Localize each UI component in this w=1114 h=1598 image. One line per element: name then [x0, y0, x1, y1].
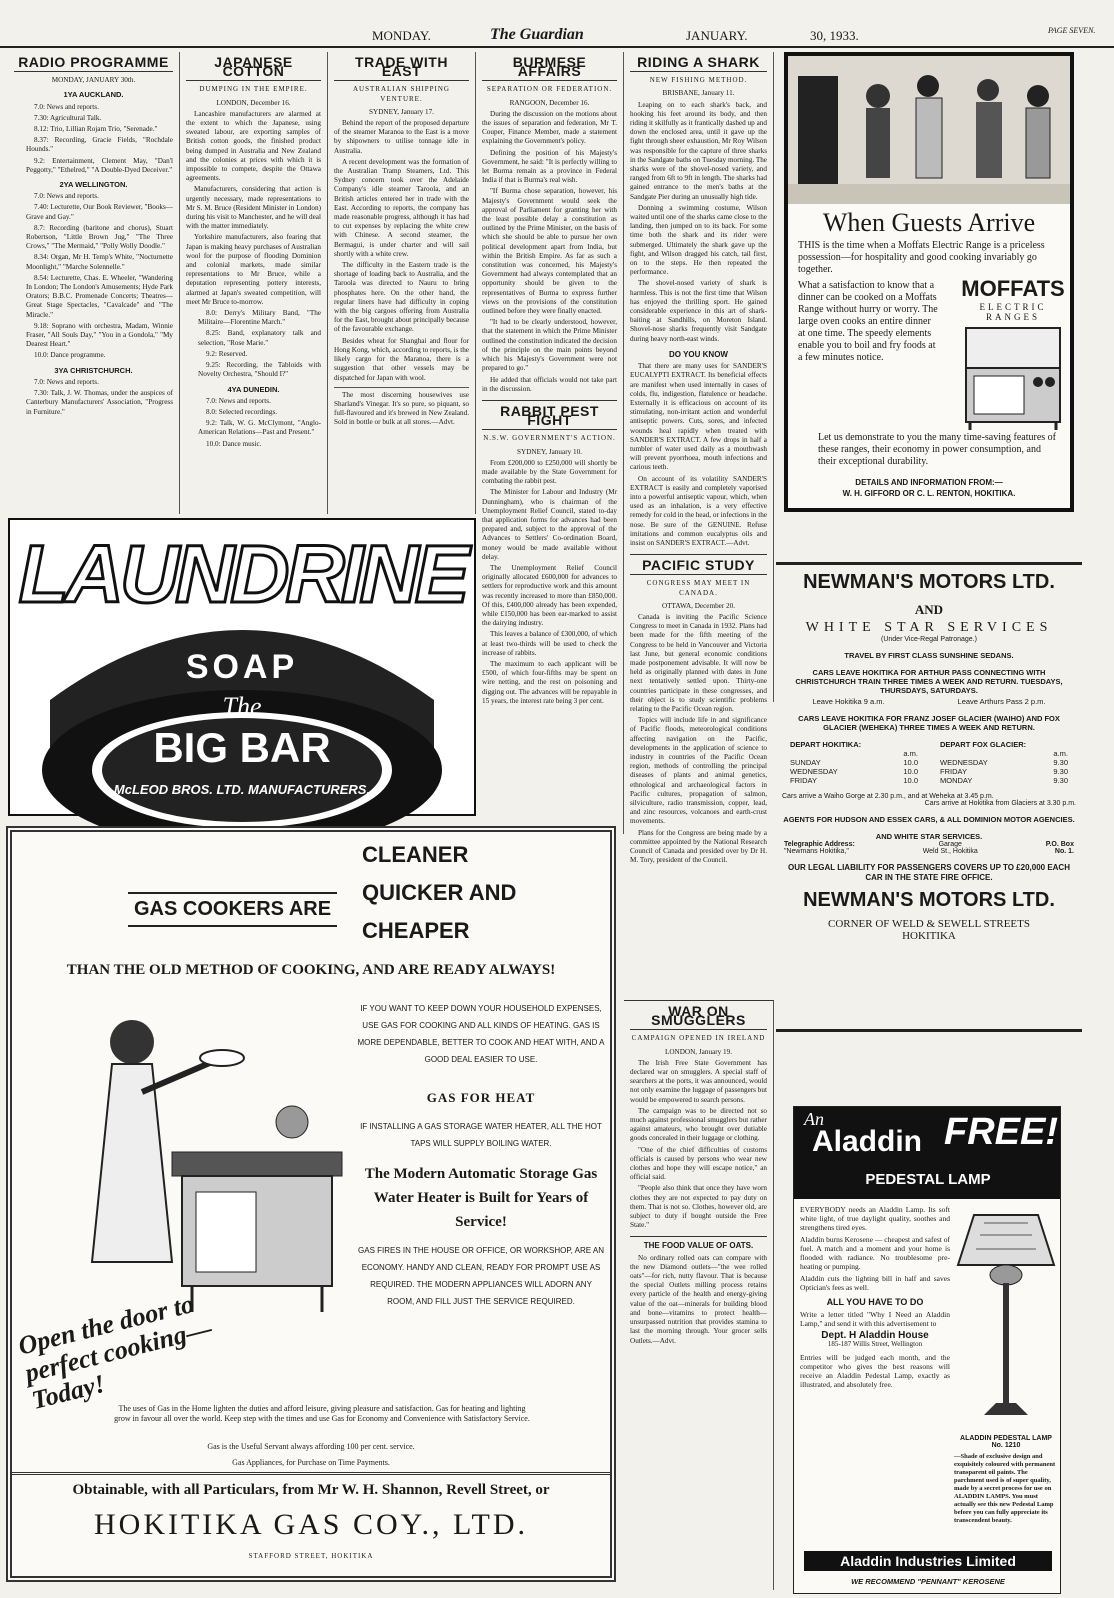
- rabbit-para: The maximum to each applicant will be £500, of which four-fifths may be spent on wire netting, and the rest on poisoning and digging out. The advances will be repayable in 15 years, the interest rate being 3 per cent.: [482, 659, 617, 705]
- newmans-title-2: NEWMAN'S MOTORS LTD.: [803, 889, 1055, 911]
- rabbit-heading: RABBIT PEST FIGHT: [482, 400, 617, 430]
- radio-item: 9.25: Recording, the Tabloids with Novelty Orchestra, "Should I?": [198, 361, 321, 379]
- town-line: HOKITIKA: [902, 930, 956, 942]
- po-number: No. 1.: [1054, 848, 1074, 855]
- agents-line: AGENTS FOR HUDSON AND ESSEX CARS, & ALL DOMINION MOTOR AGENCIES.: [783, 815, 1075, 824]
- electric-range-illustration: [960, 322, 1066, 432]
- smugglers-heading: WAR ON SMUGGLERS: [630, 1001, 767, 1030]
- newmans-title: NEWMAN'S MOTORS LTD.: [803, 571, 1055, 593]
- schedule-row: FRIDAY 9.30: [940, 767, 1068, 776]
- radio-item: 9.2: Talk, W. G. McClymont, "Anglo-American Relations—Past and Present.": [198, 419, 321, 437]
- burmese-para: "If Burma chose separation, however, his Majesty's Government would seek the approval of Parliament for granting her with the least possible delay a constitution as outlined by the Prime Minister, on the basis of which she should be able to pursue her own political development apart from India, but within the British Empire. As far as such a constitution was concerned, his Majesty's Government had always contemplated that an opportunity should be given to the representatives of Burma to express further views on the provisions of the constitution outlined before they were finally enacted.: [482, 187, 617, 316]
- radio-item: 7.30: Talk, J. W. Thomas, under the auspices of Canterbury Manufacturers' Association, "Progress in Furniture.": [26, 389, 173, 416]
- masthead: [0, 24, 1114, 48]
- radio-item: 8.0: Derry's Military Band, "The Militaire—Florentine March.": [198, 309, 321, 327]
- masthead-page: PAGE SEVEN.: [1048, 26, 1096, 35]
- radio-item: 7.0: News and reports.: [206, 396, 271, 405]
- leave-arthurs: Leave Arthurs Pass 2 p.m.: [957, 697, 1046, 706]
- smugglers-para: The campaign was to be directed not so much against professional smugglers but rather against amateurs, who brought over dutiable goods concealed in their luggage or clothing.: [630, 1106, 767, 1143]
- shark-column: [624, 52, 774, 865]
- schedule-row: WEDNESDAY 9.30: [940, 758, 1068, 767]
- cars-glaciers: CARS LEAVE HOKITIKA FOR FRANZ JOSEF GLACIER (WAIHO) AND FOX GLACIER (WEHEKA) THREE TIMES A WEEK AND RETURN.: [798, 714, 1060, 732]
- smugglers-column: [624, 1000, 774, 1590]
- gas-para2: IF INSTALLING A GAS STORAGE WATER HEATER, ALL THE HOT TAPS WILL SUPPLY BOILING WATER.: [360, 1122, 602, 1148]
- moffats-intro: THIS is the time when a Moffats Electric Range is a priceless possession—for hospitality and good cooking invariably go together.: [798, 240, 1045, 275]
- aladdin-banner: [794, 1107, 1060, 1199]
- radio-items-1: [14, 103, 173, 175]
- schedule-row: FRIDAY 10.0: [790, 776, 918, 785]
- gas-street: STAFFORD STREET, HOKITIKA: [248, 1552, 374, 1560]
- schedule-row: MONDAY 9.30: [940, 776, 1068, 785]
- radio-item: 9.2: Reserved.: [206, 349, 248, 358]
- arrive-line-2: Cars arrive at Hokitika from Glaciers at 3.30 p.m.: [924, 800, 1076, 807]
- pacific-heading: PACIFIC STUDY: [630, 554, 767, 575]
- radio-item: 8.34: Organ, Mr H. Temp's White, "Nocturnette Moonlight," "Marche Solennelle.": [26, 253, 173, 271]
- know-para: On account of its volatility SANDER'S EXTRACT is easily and completely vaporised into a powerful antiseptic vapour, which, when used as an inhalation, is a very effective remedy for cold in the head, or infections in the nose. Be sure of the GENUINE. Refuse imitations and common eucalyptus oils and insist on SANDER'S EXTRACT.—Advt.: [630, 474, 767, 547]
- laundrine-brand: LAUNDRINE: [18, 529, 466, 620]
- cars-arthur-pass: CARS LEAVE HOKITIKA FOR ARTHUR PASS CONNECTING WITH CHRISTCHURCH TRAIN THREE TIMES A WEEK AND RETURN. TUESDAYS, THURSDAYS, SATURDAYS.: [795, 668, 1063, 695]
- am-label: a.m.: [1053, 749, 1068, 758]
- moffats-details: DETAILS AND INFORMATION FROM:—: [855, 478, 1003, 487]
- oats-para: No ordinary rolled oats can compare with the new Diamond outlets—"the wee rolled oats"—for rich, nutty flavour. That is because the special Outlets milling process retains every particle of the health and energy-giving value of the oat—minerals for building blood and bone—vitamins to protect health—unsurpassed nutrition that provides stamina to last the morning through. Your grocer sells Outlets.—Advt.: [630, 1253, 767, 1345]
- burmese-para: During the discussion on the motions about the issues of separation and federation, Mr T. Couper, Finance Member, made a statement explaining the Government's policy.: [482, 109, 617, 146]
- laundrine-the: The: [222, 692, 262, 721]
- rabbit-para: From £200,000 to £250,000 will shortly be made available by the State Government for combating the rabbit pest.: [482, 458, 617, 486]
- radio-item: 7.0: News and reports.: [34, 102, 99, 111]
- trade-para: A recent development was the formation of the Australian Tramp Steamers, Ltd. This Sydney concern took over the Adelaide Company's idle steamer Taroola, and an British articles entered her in trade with the East. According to reports, the company has made reasonable progress, although it has had to cut expenses by replacing the white crew with Chinese. A second steamer, the Bermagui, is under charter and will sail shortly with a white crew.: [334, 157, 469, 258]
- radio-item: 8.54: Lecturette, Chas. E. Wheeler, "Wandering In London; The London's Amusements; Hyde Park Orators; B.B.C. Promenade Concerts; Theatres—Great Stage Spectacles, "Cavalcade" and "The Miracle.": [26, 273, 173, 319]
- aladdin-an: An: [804, 1109, 824, 1129]
- radio-item: 9.18: Soprano with orchestra, Madam, Winnie Fraser, "All Souls Day," "You in a Gondola," "My Dearest Heart.": [26, 321, 173, 349]
- pedestal-lamp-illustration: [954, 1205, 1058, 1431]
- masthead-day: MONDAY.: [372, 28, 431, 43]
- radio-items-2: [14, 192, 173, 360]
- travel-line: TRAVEL BY FIRST CLASS SUNSHINE SEDANS.: [844, 651, 1014, 660]
- aladdin-para4: Write a letter titled "Why I Need an Aladdin Lamp," and send it with this advertisement to: [800, 1310, 950, 1328]
- cotton-column: [180, 52, 328, 514]
- trade-para: Besides wheat for Shanghai and flour for Hong Kong, which, according to reports, is the likely cargo for the Maranoa, there is a suggestion that other vessels may be dispatched for Japan with wool.: [334, 336, 469, 382]
- moffats-ranges: RANGES: [985, 312, 1040, 322]
- rabbit-sub: N.S.W. GOVERNMENT'S ACTION.: [483, 434, 616, 443]
- station-2ya: 2YA WELLINGTON.: [59, 180, 128, 190]
- depart-hokitika-table: [790, 740, 918, 785]
- doorway-graphic: [798, 76, 838, 186]
- cotton-para: Manufacturers, considering that action is urgently necessary, made representations to Mr S. M. Bruce (Resident Minister in London) during his visit to Manchester, and he will deal with the matter immediately.: [186, 185, 321, 231]
- aladdin-lamp-title: PEDESTAL LAMP: [865, 1171, 991, 1188]
- pacific-para: Canada is inviting the Pacific Science Congress to meet in Canada in 1932. Plans had been made for the fifth meeting of the Congress to be held in Vancouver and Victoria last June, but general economic conditions made postponement advisable. It will now be held as originally planned with dates in June next tentatively settled upon. Thirty-one countries participate in these congresses, and their object is to study scientific problems relating to the Pacific Ocean region.: [630, 612, 767, 713]
- masthead-month: JANUARY.: [686, 28, 748, 43]
- burmese-dateline: RANGOON, December 16.: [509, 98, 590, 107]
- schedule-row: SUNDAY 10.0: [790, 758, 918, 767]
- tel-value: "Newmans Hokitika,": [784, 848, 849, 855]
- gas-uses: The uses of Gas in the Home lighten the duties and afford leisure, giving pleasure and satisfaction. Gas for heating and lighting grow in favour all over the world. Keep step with the times and use Gas for Economy and Convenience with Satisfactory Service.: [114, 1404, 530, 1423]
- burmese-heading: BURMESE AFFAIRS: [482, 52, 617, 81]
- leave-hokitika: Leave Hokitika 9 a.m.: [812, 697, 885, 706]
- radio-item: 10.0: Dance music.: [206, 439, 262, 448]
- gas-obtainable: Obtainable, with all Particulars, from Mr W. H. Shannon, Revell Street, or: [72, 1482, 550, 1498]
- pacific-para: Topics will include life in and significance of Pacific floods, meteorological conditions affecting navigation on the Pacific, developments in the application of science to industry in countries of the Pacific Ocean region, methods of controlling the principal diseases of plants and animal genetics, ethnological and archaeological factors in Pacific cultures, propagation of salmon, silviculture, radio transmission, copper, lead, and zinc resources, volcanoes and earth-crust movements.: [630, 716, 767, 826]
- aladdin-para1: EVERYBODY needs an Aladdin Lamp. Its soft white light, of true daylight quality, soothes and strengthens tired eyes.: [800, 1205, 950, 1232]
- moffats-para3: Let us demonstrate to you the many time-saving features of these ranges, their economy in power consumption, and their exceptional durability.: [818, 432, 1056, 467]
- aladdin-name: Aladdin: [812, 1125, 922, 1158]
- gas-company: HOKITIKA GAS COY., LTD.: [93, 1508, 529, 1541]
- trade-para: The difficulty in the Eastern trade is the shortage of loading back to Australia, and the Taroola was directed to Nauru to bring phosphates here. On the other hand, the regular liners have had difficulty in coping with the big cargoes offering from Australia for the East, brought about principally because of the favourable exchange.: [334, 261, 469, 334]
- moffats-electric: ELECTRIC: [979, 302, 1047, 312]
- trade-advert: The most discerning housewives use Sharland's Vinegar. It's so pure, so piquant, so full-flavoured and it's brewed in New Zealand. Sold in bottle or bulk at all stores.—Advt.: [334, 387, 469, 428]
- radio-heading: RADIO PROGRAMME: [14, 52, 173, 72]
- laundrine-bigbar: BIG BAR: [153, 724, 331, 771]
- gas-purchase: Gas Appliances, for Purchase on Time Payments.: [232, 1458, 390, 1467]
- radio-item: 8.0: Selected recordings.: [206, 407, 278, 416]
- gas-modern-heater: The Modern Automatic Storage Gas Water Heater is Built for Years of Service!: [364, 1166, 598, 1230]
- radio-item: 8.12: Trio, Lillian Rojam Trio, "Serenade.": [34, 125, 158, 134]
- moffats-headline: When Guests Arrive: [822, 208, 1036, 237]
- aladdin-dept: Dept. H Aladdin House: [821, 1330, 929, 1341]
- station-4ya: 4YA DUNEDIN.: [227, 384, 280, 394]
- shark-heading: RIDING A SHARK: [630, 52, 767, 72]
- white-star-title: WHITE STAR SERVICES: [805, 620, 1053, 635]
- pacific-sub: CONGRESS MAY MEET IN CANADA.: [646, 579, 751, 597]
- aladdin-para3: Aladdin cuts the lighting bill in half and saves Optician's fees as well.: [800, 1274, 950, 1292]
- pacific-para: Plans for the Congress are being made by a committee appointed by the National Research Council of Canada and presided over by Dr H. M. Tory, president of the Council.: [630, 828, 767, 865]
- rabbit-para: The Minister for Labour and Industry (Mr Dunningham), who is chairman of the Unemployment Relief Council, stated to-day that application forms for advances had been prepared and, subject to the approval of the Advances to Settlers' Co-ordination Board, money would be made available without delay.: [482, 488, 617, 561]
- and-white-star: AND WHITE STAR SERVICES.: [875, 832, 983, 841]
- am-label: a.m.: [903, 749, 918, 758]
- shark-para: Leaping on to each shark's back, and hooking his feet around its body, and then riding it skilfully as it frantically dashed up and down the enclosed area, until it gave up the fight through sheer exhaustion, Mr Roy Wilson was responsible for the capture of three sharks in the Sandgate baths on Tuesday morning. The sharks were of the shovel-nosed variety, and ranged from 6ft to 9ft in length. The sharks had gained entrance to the men's baths at the Sandgate Pier during an unusually high tide.: [630, 100, 767, 201]
- patronage: (Under Vice-Regal Patronage.): [881, 636, 977, 643]
- radio-item: 8.25: Band, explanatory talk and selection, "Rose Marie.": [198, 329, 321, 347]
- radio-item: 7.0: News and reports.: [34, 377, 99, 386]
- weld-address: Weld St., Hokitika: [922, 848, 978, 855]
- radio-item: 7.30: Agricultural Talk.: [34, 113, 102, 122]
- corner-line: CORNER OF WELD & SEWELL STREETS: [828, 918, 1030, 930]
- burmese-sub: SEPARATION OR FEDERATION.: [486, 85, 613, 94]
- aladdin-industries: Aladdin Industries Limited: [804, 1551, 1052, 1571]
- shark-sub: NEW FISHING METHOD.: [649, 76, 748, 85]
- radio-item: 7.0: News and reports.: [34, 192, 99, 201]
- station-1ya: 1YA AUCKLAND.: [63, 90, 124, 100]
- gas-for-heat: GAS FOR HEAT: [426, 1090, 536, 1105]
- shark-para: Donning a swimming costume, Wilson waited until one of the sharks came close to the landing, then jumped on to its back. For some time both the shark and its rider were submerged. Ultimately the shark gave up the fight, and Wilson dragged his catch, tail first, on to the steps. He then repeated the performance.: [630, 203, 767, 277]
- radio-item: 7.40: Lecturette, Our Book Reviewer, "Books—Grave and Gay.": [26, 203, 173, 221]
- shark-para: The shovel-nosed variety of shark is harmless. This is not the first time that Wilson has enjoyed the thrilling sport. He gained considerable experience in this art of shark-baiting at Sandhills, on Moreton Island. Shovel-nose sharks frequently visit Sandgate during heavy north-east winds.: [630, 279, 767, 343]
- gas-para3: GAS FIRES IN THE HOUSE OR OFFICE, OR WORKSHOP, ARE AN ECONOMY. HANDY AND CLEAN, READY FOR PROMPT USE AS REQUIRED. THE MODERN APPLIANCES WILL ADORN ANY ROOM, AND FILL JUST THE SERVICE REQUIRED.: [358, 1246, 604, 1306]
- gas-cleaner: CLEANER: [362, 842, 469, 867]
- radio-item: 8.37: Recording, Gracie Fields, "Rochdale Hounds.": [26, 136, 173, 154]
- lamp-caption: —Shade of exclusive design and exquisitely coloured with permanent transparent oil paints. The parchment used is of super quality, made by a secret process for use on ALADDIN LAMPS. You must actually see this new Pedestal Lamp before you can fully appreciate its transcendent beauty.: [954, 1453, 1056, 1524]
- gas-cookers-are: GAS COOKERS ARE: [128, 892, 337, 927]
- garage-label: Garage: [938, 841, 962, 848]
- aladdin-para5: Entries will be judged each month, and the competitor who gives the best reasons will receive an Aladdin Pedestal Lamp, exactly as illustrated, and absolutely free.: [800, 1353, 950, 1389]
- moffats-brand: MOFFATS: [961, 276, 1065, 301]
- station-3ya: 3YA CHRISTCHURCH.: [54, 365, 133, 375]
- moffats-para2: What a satisfaction to know that a dinner can be cooked on a Moffats Range without hurry or worry. The large oven cooks an entire dinner at one time. The speedy elements enable you to boil and fry foods at a few minutes notice.: [798, 280, 938, 363]
- gas-advert: [6, 826, 616, 1582]
- moffats-advert: [784, 52, 1074, 512]
- laundrine-soap: SOAP: [185, 648, 299, 686]
- cotton-para: Lancashire manufacturers are alarmed at the extent to which the Japanese, using sweated labour, are exporting samples of British cotton goods, the finished product being dumped in Australia and New Zealand and the colonies at prices with which it is impossible to compete, despite the Ottawa agreements.: [186, 109, 321, 183]
- depart-fox-table: [940, 740, 1068, 785]
- burmese-para: Defining the position of his Majesty's Government, he said: "It is perfectly willing to let Burma remain as a province in Federal India if that is Burma's real wish.: [482, 148, 617, 185]
- aladdin-todo: ALL YOU HAVE TO DO: [826, 1297, 924, 1307]
- radio-item: 10.0: Dance programme.: [34, 351, 106, 360]
- depart-hokitika-label: DEPART HOKITIKA:: [790, 740, 862, 749]
- radio-item: 8.7: Recording (baritone and chorus), Stuart Robertson, "Little Brown Jug," "The Three Crows," "The Mermaid," "Polly Wolly Doodle.": [26, 223, 173, 251]
- aladdin-free: FREE!: [944, 1111, 1058, 1153]
- pacific-dateline: OTTAWA, December 20.: [661, 601, 736, 610]
- radio-item: 9.2: Entertainment, Clement May, "Dan'l Peggotty," "Ethelred," "A Double-Dyed Deceiver.": [26, 156, 173, 174]
- rabbit-para: The Unemployment Relief Council originally allocated £600,000 for advances to settlers for reproductive work and this amount was recently increased to more than £850,000. Of this, £400,000 already has been expended, while £150,000 has been ear-marked to assist the dairying industry.: [482, 563, 617, 628]
- aladdin-recommend: WE RECOMMEND "PENNANT" KEROSENE: [851, 1577, 1005, 1586]
- schedule-row: WEDNESDAY 10.0: [790, 767, 918, 776]
- newmans-advert: [776, 562, 1082, 1032]
- cotton-sub: DUMPING IN THE EMPIRE.: [199, 85, 308, 94]
- cotton-dateline: LONDON, December 16.: [216, 98, 291, 107]
- oats-heading: THE FOOD VALUE OF OATS.: [630, 1236, 767, 1250]
- cotton-para: Yorkshire manufacturers, also fearing that Japan is making heavy purchases of Australian wool for the purpose of flooding Dominion and colonial markets, made similar representations to Mr Bruce, while a deputation representing pottery interests, alarmed at Japan's sweated competition, will meet Mr Bruce to-morrow.: [186, 233, 321, 306]
- arrive-line-1: Cars arrive a Waiho Gorge at 2.30 p.m., and at Weheka at 3.45 p.m.: [782, 793, 994, 800]
- moffats-contact: W. H. GIFFORD OR C. L. RENTON, HOKITIKA.: [842, 489, 1016, 498]
- gas-quicker: QUICKER AND: [362, 880, 517, 905]
- dinner-party-illustration: [788, 56, 1070, 204]
- cotton-heading: JAPANESE COTTON: [186, 52, 321, 81]
- aladdin-advert: [793, 1106, 1061, 1594]
- burmese-para: He added that officials would not take part in the discussion.: [482, 375, 617, 393]
- rabbit-dateline: SYDNEY, January 10.: [517, 447, 582, 456]
- burmese-column: [476, 52, 624, 834]
- trade-dateline: SYDNEY, January 17.: [369, 107, 434, 116]
- trade-column: [328, 52, 476, 514]
- open-door-slogan: Open the door to perfect cooking—Today!: [15, 1289, 215, 1415]
- masthead-date: 30, 1933.: [810, 28, 859, 43]
- gas-para1: IF YOU WANT TO KEEP DOWN YOUR HOUSEHOLD EXPENSES, USE GAS FOR COOKING AND ALL KINDS OF HEATING. GAS IS MORE DEPENDABLE, BETTER TO COOK AND HEAT WITH, AND A GOOD DEAL EASIER TO USE.: [357, 1004, 605, 1064]
- smugglers-para: "People also think that once they have worn clothes they are not expected to pay duty on them. That is not so. Clothes, however old, are subject to duty if bought outside the Free State.": [630, 1184, 767, 1230]
- po-box: P.O. Box: [1045, 841, 1074, 848]
- gas-useful: Gas is the Useful Servant always affording 100 per cent. service.: [207, 1442, 415, 1451]
- masthead-title: The Guardian: [490, 26, 584, 43]
- smugglers-dateline: LONDON, January 19.: [664, 1047, 733, 1056]
- burmese-para: "It had to be clearly understood, however, that the statement in which the Prime Minister outlined the constitution indicated the decision of the principle on the main points beyond which his Majesty's Government were not prepared to go.": [482, 318, 617, 373]
- smugglers-para: "One of the chief difficulties of customs officials is caused by persons who wear new clothes and hope they will escape notice," an official said.: [630, 1145, 767, 1182]
- smugglers-para: The Irish Free State Government has declared war on smugglers. A special staff of searchers at the ports, it was announced, would not only examine the luggage of passengers but would be empowered to search persons.: [630, 1058, 767, 1104]
- newmans-and: AND: [914, 602, 944, 617]
- gas-cheaper: CHEAPER: [362, 918, 470, 943]
- know-para: That there are many uses for SANDER'S EUCALYPTI EXTRACT. Its beneficial effects are manifest when used internally in cases of colds, flu, indigestion, flatulence or headache. Externally it is efficacious on account of its stimulating, non-irritant action and wonderful antiseptic powers. Cuts, sores, and infected wounds heal rapidly when treated with SANDER'S EXTRACT. A few drops in half a tumbler of water used daily as a mouthwash will prevent pyorrhoea, mouth infections and carious teeth.: [630, 362, 767, 472]
- rabbit-para: This leaves a balance of £300,000, of which at least two-thirds will be used to check the increase of rabbits.: [482, 630, 617, 657]
- tel-label: Telegraphic Address:: [784, 841, 855, 848]
- shark-dateline: BRISBANE, January 11.: [662, 89, 735, 98]
- laundrine-advert: [8, 518, 476, 816]
- trade-para: Behind the report of the proposed departure of the steamer Maranoa to the East is a move by shipowners to utilise tonnage idle in Australia.: [334, 119, 469, 155]
- smugglers-sub: CAMPAIGN OPENED IN IRELAND: [631, 1034, 766, 1043]
- radio-column: [8, 52, 180, 514]
- trade-sub: AUSTRALIAN SHIPPING VENTURE.: [353, 85, 450, 103]
- laundrine-maker: McLEOD BROS. LTD. MANUFACTURERS.: [113, 782, 371, 797]
- lamp-caption-heading: ALADDIN PEDESTAL LAMP No. 1210: [960, 1435, 1052, 1449]
- know-heading: DO YOU KNOW: [669, 349, 728, 359]
- aladdin-para2: Aladdin burns Kerosene — cheapest and safest of fuel. A match and a moment and your home is flooded with radiance. No troublesome pre-heating or pumping.: [800, 1235, 950, 1271]
- liability-line: OUR LEGAL LIABILITY FOR PASSENGERS COVERS UP TO £20,000 EACH CAR IN THE STATE FIRE OFFICE.: [788, 863, 1070, 882]
- trade-heading: TRADE WITH EAST: [334, 52, 469, 81]
- aladdin-address: 185-187 Willis Street, Wellington: [827, 1340, 923, 1348]
- depart-fox-label: DEPART FOX GLACIER:: [940, 740, 1027, 749]
- radio-date: MONDAY, JANUARY 30th.: [51, 76, 136, 85]
- gas-than-line: THAN THE OLD METHOD OF COOKING, AND ARE READY ALWAYS!: [66, 962, 556, 978]
